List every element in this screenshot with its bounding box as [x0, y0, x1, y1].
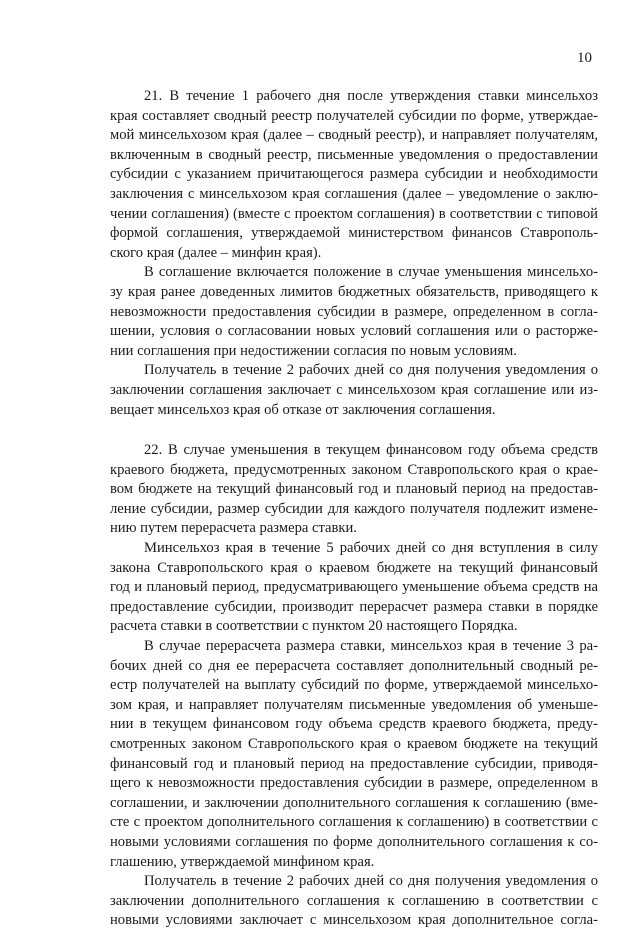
text-line: бочих дней со дня ее перерасчета составляет дополнительный сводный ре- — [110, 657, 598, 674]
text-line: финансовый год и плановый период на предоставление субсидии, приводя- — [110, 755, 598, 772]
text-line: зу края ранее доведенных лимитов бюджетных обязательств, приводящего к — [110, 283, 598, 300]
text-line: смотренных законом Ставропольского края о краевом бюджете на текущий — [110, 736, 598, 752]
text-line: нии соглашения при недостижении согласия по новым условиям. — [110, 342, 517, 359]
text-line: естр получателей на выплату субсидий по форме, утверждаемой минсельхо- — [110, 677, 598, 694]
text-line: заключении соглашения заключает с минсельхозом края соглашение или из- — [110, 381, 598, 398]
text-line: Минсельхоз края в течение 5 рабочих дней со дня вступления в силу — [144, 540, 598, 557]
text-line: Получатель в течение 2 рабочих дней со дня получения уведомления о — [144, 873, 598, 890]
text-line: заключении дополнительного соглашения к соглашению в соответствии с — [110, 892, 598, 909]
text-line: В случае перерасчета размера ставки, минсельхоз края в течение 3 ра- — [144, 638, 598, 655]
text-line: новыми условиями соглашения по форме дополнительного соглашения к со- — [110, 833, 598, 850]
text-line: заключения с минсельхозом края соглашения (далее – уведомление о заклю- — [110, 185, 598, 202]
text-line: ление субсидии, размер субсидии для каждого получателя подлежит измене- — [110, 500, 598, 517]
text-line: новыми условиями заключает с минсельхозом края дополнительное согла- — [110, 912, 598, 929]
paragraph-21 — [110, 87, 598, 263]
text-line: невозможности предоставления субсидии в размере, определенном в согла- — [110, 303, 598, 320]
text-line: шении, условия о согласовании новых условий соглашения или о расторже- — [110, 323, 598, 340]
text-line: вом бюджете на текущий финансовый год и плановый период на предостав- — [110, 481, 598, 498]
paragraph-gap — [110, 420, 598, 441]
paragraph-additional-agreement — [110, 872, 598, 931]
text-line: расчета ставки в соответствии с пунктом 20 настоящего Порядка. — [110, 618, 518, 635]
paragraph-recalculation — [110, 539, 598, 637]
text-line: В соглашение включается положение в случае уменьшения минсельхо- — [144, 264, 598, 281]
document-body — [110, 87, 598, 931]
text-line: сте с проектом дополнительного соглашения к соглашению) в соответствии с — [110, 814, 598, 831]
paragraph-agreement-clause — [110, 263, 598, 361]
text-line: края составляет сводный реестр получателей субсидии по форме, утверждае- — [110, 107, 598, 124]
paragraph-additional-registry — [110, 637, 598, 872]
text-line: Получатель в течение 2 рабочих дней со дня получения уведомления о — [144, 362, 598, 379]
text-line: чении соглашения) (вместе с проектом соглашения) в соответствии с типовой — [110, 205, 598, 222]
text-line: ского края (далее – минфин края). — [110, 244, 322, 261]
text-line: нию путем перерасчета размера ставки. — [110, 520, 357, 537]
text-line: 22. В случае уменьшения в текущем финансовом году объема средств — [144, 442, 598, 459]
text-line: щего к невозможности предоставления субсидии в размере, определенном в — [110, 775, 598, 792]
text-line: краевого бюджета, предусмотренных законом Ставропольского края о крае- — [110, 461, 598, 478]
paragraph-recipient — [110, 361, 598, 420]
text-line: закона Ставропольского края о краевом бюджете на текущий финансовый — [110, 559, 598, 576]
text-line: вещает минсельхоз края об отказе от заключения соглашения. — [110, 401, 496, 418]
text-line: предоставление субсидии, производит перерасчет размера ставки в порядке — [110, 598, 598, 615]
text-line: глашению, утверждаемой минфином края. — [110, 853, 375, 870]
text-line: включенным в сводный реестр, письменные уведомления о предоставлении — [110, 146, 598, 163]
text-line: 21. В течение 1 рабочего дня после утверждения ставки минсельхоз — [144, 88, 598, 104]
paragraph-22 — [110, 441, 598, 539]
text-line: нии в текущем финансовом году объема средств краевого бюджета, преду- — [110, 716, 598, 733]
text-line: субсидии с указанием причитающегося размера субсидии и необходимости — [110, 166, 598, 183]
text-line: соглашении, и заключении дополнительного соглашения к соглашению (вме- — [110, 794, 598, 811]
text-line: год и плановый период, предусматривающего уменьшение объема средств на — [110, 579, 598, 596]
text-line: мой минсельхозом края (далее – сводный реестр), и направляет получателям, — [110, 127, 598, 144]
page-number: 10 — [577, 50, 592, 66]
text-line: зом края, и направляет получателям письменные уведомления об уменьше- — [110, 696, 598, 713]
text-line: формой соглашения, утверждаемой министерством финансов Ставрополь- — [110, 225, 598, 242]
